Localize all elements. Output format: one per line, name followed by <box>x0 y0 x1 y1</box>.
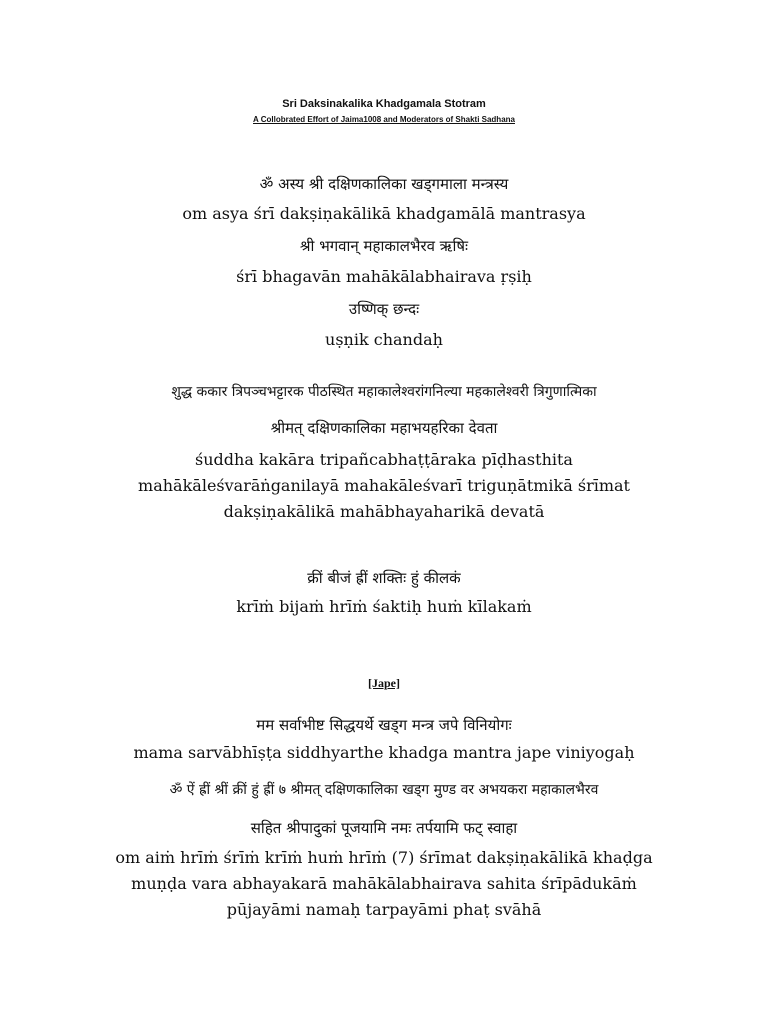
devanagari-line: सहित श्रीपादुकां पूजयामि नमः तर्पयामि फट् स्वाहा <box>250 819 518 837</box>
document-title: Sri Daksinakalika Khadgamala Stotram <box>282 98 486 110</box>
devanagari-line: मम सर्वाभीष्ट सिद्धयर्थे खड्ग मन्त्र जपे विनियोगः <box>256 716 512 734</box>
devanagari-line: ॐ अस्य श्री दक्षिणकालिका खड्गमाला मन्त्रस्य <box>259 175 509 193</box>
devanagari-line: शुद्ध ककार त्रिपञ्चभट्टारक पीठस्थित महाकालेश्वरांगनिल्या महकालेश्वरी त्रिगुणात्मिका <box>171 384 597 400</box>
transliteration-line: om aiṁ hrīṁ śrīṁ krīṁ huṁ hrīṁ (7) śrīmat dakṣiṇakālikā khaḍga <box>115 848 653 867</box>
transliteration-line: uṣṇik chandaḥ <box>325 330 443 349</box>
transliteration-line: om asya śrī dakṣiṇakālikā khadgamālā mantrasya <box>182 204 586 223</box>
section-heading-jape: [Jape] <box>368 676 400 690</box>
transliteration-line: śrī bhagavān mahākālabhairava ṛṣiḥ <box>236 267 532 286</box>
transliteration-line: mama sarvābhīṣṭa siddhyarthe khadga mantra jape viniyogaḥ <box>133 743 635 762</box>
devanagari-line: श्रीमत् दक्षिणकालिका महाभयहरिका देवता <box>270 419 498 437</box>
devanagari-line: उष्णिक् छन्दः <box>348 300 420 318</box>
devanagari-line: ॐ ऐं ह्रीं श्रीं क्रीं हुं ह्रीं ७ श्रीमत् दक्षिणकालिका खड्ग मुण्ड वर अभयकरा महाकालभैरव <box>169 782 599 798</box>
transliteration-line: dakṣiṇakālikā mahābhayaharikā devatā <box>223 502 545 521</box>
devanagari-line: क्रीं बीजं ह्रीं शक्तिः हुं कीलकं <box>307 569 461 587</box>
transliteration-line: pūjayāmi namaḥ tarpayāmi phaṭ svāhā <box>226 900 542 919</box>
document-subtitle: A Collobrated Effort of Jaima1008 and Moderators of Shakti Sadhana <box>253 115 515 124</box>
transliteration-line: krīṁ bijaṁ hrīṁ śaktiḥ huṁ kīlakaṁ <box>236 597 532 616</box>
devanagari-line: श्री भगवान् महाकालभैरव ऋषिः <box>299 237 469 255</box>
transliteration-line: muṇḍa vara abhayakarā mahākālabhairava sahita śrīpādukāṁ <box>131 874 637 893</box>
transliteration-line: śuddha kakāra tripañcabhaṭṭāraka pīḍhasthita <box>195 450 573 469</box>
transliteration-line: mahākāleśvarāṅganilayā mahakāleśvarī triguṇātmikā śrīmat <box>138 476 630 495</box>
